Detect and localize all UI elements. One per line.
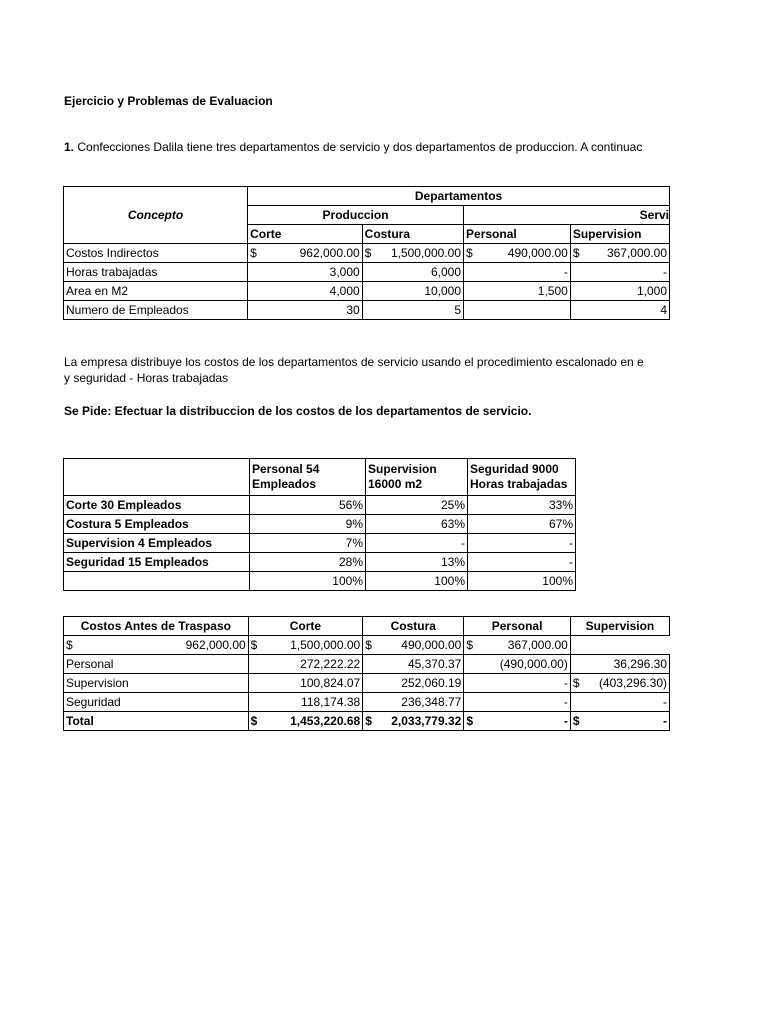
cell-value: 100,824.07: [300, 676, 361, 690]
data-cell: [248, 301, 363, 320]
departamentos-header: Departamentos: [248, 187, 670, 206]
data-cell: [464, 636, 571, 655]
currency-symbol: $: [250, 638, 258, 652]
currency-symbol: $: [364, 246, 372, 260]
percent-cell: 7%: [250, 534, 366, 553]
cell-value: -: [563, 714, 568, 728]
percent-cell: -: [468, 534, 576, 553]
total-cell: [363, 712, 464, 731]
row-label: Supervision 4 Empleados: [64, 534, 250, 553]
cell-value: 45,370.37: [407, 657, 462, 671]
produccion-header: Produccion: [248, 206, 464, 225]
currency-symbol: $: [572, 246, 580, 260]
cell-value: 5: [454, 303, 462, 317]
data-cell: [248, 693, 363, 712]
cost-transfer-table: [63, 616, 670, 731]
percent-cell: 67%: [468, 515, 576, 534]
table-row: [64, 515, 576, 534]
row-label: Horas trabajadas: [64, 263, 248, 282]
column-header-costura: Costura: [362, 225, 463, 244]
data-cell: [570, 674, 669, 693]
cell-value: -: [663, 714, 667, 728]
currency-symbol: $: [250, 246, 257, 260]
cell-value: -: [563, 695, 568, 709]
paragraph-line-1: La empresa distribuye los costos de los departamentos de servicio usando el procedimiento escalonado en e: [64, 355, 644, 369]
total-cell: [248, 712, 363, 731]
cell-value: 10,000: [424, 284, 462, 298]
cell-value: (403,296.30): [598, 676, 667, 690]
data-cell: [248, 263, 363, 282]
percent-header-seguridad: Seguridad 9000 Horas trabajadas: [468, 459, 576, 496]
percent-cell: 56%: [250, 496, 366, 515]
costos-antes-header: Costos Antes de Traspaso: [64, 617, 249, 636]
data-cell: [362, 244, 463, 263]
data-cell: [248, 636, 363, 655]
data-cell: [248, 655, 363, 674]
percent-cell: 28%: [250, 553, 366, 572]
table-row: [64, 655, 670, 674]
total-label: Total: [64, 712, 249, 731]
problem-number: 1.: [64, 140, 75, 154]
problem-intro: [64, 139, 642, 155]
column-header-corte: Corte: [248, 225, 363, 244]
currency-symbol: $: [365, 714, 372, 728]
distribution-percentages-table: [63, 458, 576, 591]
cell-value: 252,060.19: [401, 676, 462, 690]
data-cell: [248, 674, 363, 693]
paragraph-line-2: y seguridad - Horas trabajadas: [64, 371, 229, 385]
currency-symbol: $: [466, 638, 474, 652]
row-label: Personal: [64, 655, 249, 674]
currency-symbol: $: [365, 638, 372, 652]
percent-cell: -: [366, 534, 468, 553]
table-row: [64, 534, 576, 553]
percent-cell: 33%: [468, 496, 576, 515]
initial-costs-row: [64, 636, 670, 655]
cell-value: 30: [346, 303, 360, 317]
percent-cell: 100%: [468, 572, 576, 591]
table-row: [64, 553, 576, 572]
data-cell: [248, 244, 363, 263]
row-label: Area en M2: [64, 282, 248, 301]
data-cell: [464, 674, 571, 693]
table-row: [64, 282, 670, 301]
transfer-header-supervision: Supervision: [570, 617, 669, 636]
percent-cell: -: [468, 553, 576, 572]
cell-value: 962,000.00: [185, 638, 246, 652]
data-cell: [570, 301, 669, 320]
data-cell: [464, 263, 571, 282]
data-cell: [362, 301, 463, 320]
table-row: [64, 496, 576, 515]
table-row: [64, 263, 670, 282]
concepto-header: Concepto: [64, 187, 248, 244]
row-label: Seguridad: [64, 693, 249, 712]
cell-value: 4: [660, 303, 667, 317]
document-title: Ejercicio y Problemas de Evaluacion: [64, 94, 273, 108]
column-header-personal: Personal: [464, 225, 571, 244]
cell-value: (490,000.00): [499, 657, 568, 671]
data-cell: [363, 655, 464, 674]
cell-value: -: [563, 265, 568, 279]
column-header-supervision: Supervision: [570, 225, 669, 244]
departments-data-table: [63, 186, 670, 320]
row-label: Seguridad 15 Empleados: [64, 553, 250, 572]
percent-header-blank: [64, 459, 250, 496]
cell-value: 1,000: [636, 284, 667, 298]
total-cell: [464, 712, 571, 731]
data-cell: [570, 693, 669, 712]
cell-value: 1,500,000.00: [290, 638, 361, 652]
cell-value: 272,222.22: [300, 657, 361, 671]
data-cell: [464, 244, 571, 263]
problem-intro-text: Confecciones Dalila tiene tres departamentos de servicio y dos departamentos de produccion. A continuac: [77, 140, 643, 154]
transfer-header-corte: Corte: [248, 617, 363, 636]
data-cell: [362, 263, 463, 282]
data-cell: [570, 244, 669, 263]
percent-cell: 25%: [366, 496, 468, 515]
data-cell: [464, 282, 571, 301]
data-cell: [363, 674, 464, 693]
cell-value: -: [663, 265, 667, 279]
percent-cell: 63%: [366, 515, 468, 534]
percent-cell: 13%: [366, 553, 468, 572]
transfer-header-costura: Costura: [363, 617, 464, 636]
row-label: Numero de Empleados: [64, 301, 248, 320]
table-row: [64, 572, 576, 591]
total-cell: [570, 712, 669, 731]
percent-cell: 100%: [250, 572, 366, 591]
currency-symbol: $: [66, 638, 73, 652]
currency-symbol: $: [466, 246, 473, 260]
table-row: [64, 674, 670, 693]
currency-symbol: $: [572, 676, 580, 690]
cell-value: 118,174.38: [301, 695, 361, 709]
total-row: [64, 712, 670, 731]
data-cell: [248, 282, 363, 301]
percent-header-personal: Personal 54 Empleados: [250, 459, 366, 496]
row-label: Costos Indirectos: [64, 244, 248, 263]
row-label: Costura 5 Empleados: [64, 515, 250, 534]
data-cell: [464, 301, 571, 320]
cell-value: 2,033,779.32: [391, 714, 462, 728]
cell-value: 3,000: [329, 265, 360, 279]
row-label: Supervision: [64, 674, 249, 693]
currency-symbol: $: [250, 714, 258, 728]
servicio-header: Servi: [464, 206, 670, 225]
data-cell: [464, 693, 571, 712]
table-row: [64, 693, 670, 712]
cell-value: -: [663, 695, 667, 709]
cell-value: 1,500: [537, 284, 568, 298]
cell-value: 367,000.00: [606, 246, 667, 260]
se-pide-text: Se Pide: Efectuar la distribuccion de los costos de los departamentos de servicio.: [64, 404, 532, 418]
data-cell: [362, 282, 463, 301]
cell-value: 6,000: [430, 265, 462, 279]
currency-symbol: $: [572, 714, 580, 728]
data-cell: [570, 263, 669, 282]
data-cell: [64, 636, 249, 655]
cell-value: 4,000: [329, 284, 360, 298]
row-label: Corte 30 Empleados: [64, 496, 250, 515]
cell-value: 490,000.00: [401, 638, 462, 652]
row-label: [64, 572, 250, 591]
data-cell: [363, 693, 464, 712]
data-cell: [570, 282, 669, 301]
currency-symbol: $: [466, 714, 474, 728]
table-row: [64, 244, 670, 263]
percent-cell: 100%: [366, 572, 468, 591]
percent-header-supervision: Supervision 16000 m2: [366, 459, 468, 496]
cell-value: 1,453,220.68: [290, 714, 361, 728]
percent-cell: 9%: [250, 515, 366, 534]
transfer-header-personal: Personal: [464, 617, 571, 636]
cell-value: 236,348.77: [401, 695, 462, 709]
cell-value: 1,500,000.00: [390, 246, 462, 260]
cell-value: -: [563, 676, 568, 690]
data-cell: [363, 636, 464, 655]
data-cell: [464, 655, 571, 674]
cell-value: 962,000.00: [299, 246, 360, 260]
table-row: [64, 301, 670, 320]
data-cell: [570, 655, 669, 674]
cell-value: 36,296.30: [613, 657, 667, 671]
cell-value: 490,000.00: [507, 246, 568, 260]
cell-value: 367,000.00: [507, 638, 568, 652]
